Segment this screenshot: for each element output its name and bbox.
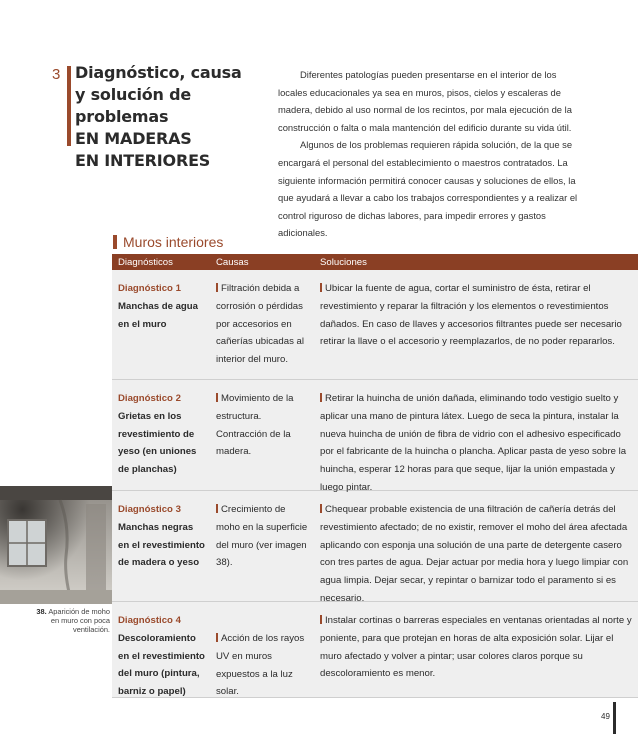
solution-cell [314, 602, 638, 697]
intro-paragraph-1: Diferentes patologías pueden presentarse en el interior de los locales educacionales ya sea en muros, pisos, cielos y escaleras de madera, debido al uso normal de los recintos, por mala ejecución de la construcción o falta o mala mantención del edificio durante su vida útil. [278, 69, 572, 133]
bullet-mark [216, 283, 218, 292]
bullet-mark [320, 283, 322, 292]
cause-cell [210, 491, 314, 601]
section-number: 3 [52, 66, 61, 83]
diagnosis-text: Grietas en los revestimiento de yeso (en uniones de planchas) [118, 410, 197, 476]
bullet-mark [216, 393, 218, 402]
caption-text: Aparición de moho en muro con poca ventilación. [48, 607, 110, 634]
title-line-4: EN INTERIORES [75, 151, 211, 170]
diagnosis-cell [112, 380, 210, 490]
solution-cell [314, 270, 638, 379]
bullet-mark [320, 504, 322, 513]
diagnostics-table [112, 254, 638, 698]
solution-text: Instalar cortinas o barreras especiales en ventanas orientadas al norte y poniente, para que protejan en horas de alta exposición solar. Lijar el muro afectado y volver a pintar; usar colores claros porque su descoloramiento es menor. [320, 615, 632, 680]
page-number: 49 [601, 712, 610, 721]
page-number-bar [613, 702, 616, 734]
heading-accent-bar [113, 235, 117, 249]
diagnosis-label: Diagnóstico 3 [118, 504, 181, 515]
title-line-3: EN MADERAS [75, 129, 192, 148]
table-row [112, 380, 638, 491]
solution-cell [314, 380, 638, 493]
diagnosis-label: Diagnóstico 2 [118, 393, 181, 404]
solution-text: Retirar la huincha de unión dañada, eliminando todo vestigio suelto y aplicar una mano de pintura látex. Luego de seca la pintura, instalar la nueva huincha de unión de fibra de vidrio con el adhesivo especificado por el fabricante de la huincha o plancha. Aplicar pasta de yeso sobre la huincha, esperar 12 horas para que seque, lijar la unión empastada y luego pintar. [320, 393, 627, 493]
caption-number: 38. [36, 607, 47, 616]
bullet-mark [216, 504, 218, 513]
solution-text: Chequear probable existencia de una filtración de cañería detrás del revestimiento afectado; de no existir, remover el moho del área afectada aplicando con esponja una solución de una parte de detergente casero con tres partes de agua. Dejar actuar por media hora y luego limpiar con agua limpia. Dejar secar, y repintar o barnizar todo el paramento si es necesario. [320, 504, 629, 604]
mold-wall-image [0, 486, 112, 604]
solution-text: Ubicar la fuente de agua, cortar el suministro de ésta, retirar el revestimiento y reparar la filtración y los elementos o revestimientos dañados. En caso de llaves y accesorios filtrantes puede ser necesario retirar la llave o el accesorio y reemplazarlos, de no poder repararlos. [320, 283, 622, 348]
table-row [112, 491, 638, 602]
table-row [112, 270, 638, 380]
photo-caption [30, 607, 110, 634]
title-line-1: Diagnóstico, causa [75, 63, 242, 82]
intro-paragraph-2: Algunos de los problemas requieren rápida solución, de la que se encargará el personal del establecimiento o maestros contratados. La siguiente información permitirá conocer causas y soluciones de ellos, la que ayudará a llevar a cabo los trabajos correspondientes y a realizar el control riguroso de dichas labores, para impedir errores y gastos adicionales. [278, 139, 578, 239]
table-header [112, 254, 638, 270]
header-soluciones: Soluciones [320, 256, 367, 268]
section-heading [113, 234, 223, 250]
diagnosis-label: Diagnóstico 1 [118, 283, 181, 294]
page-title [75, 62, 275, 172]
title-accent-bar [67, 66, 71, 146]
cause-text: Movimiento de la estructura. Contracción de la madera. [216, 393, 294, 458]
diagnosis-cell [112, 270, 210, 379]
header-diagnosticos: Diagnósticos [118, 256, 173, 268]
diagnosis-label: Diagnóstico 4 [118, 615, 181, 626]
diagnosis-cell [112, 602, 210, 697]
title-line-2: y solución de problemas [75, 85, 192, 126]
diagnosis-text: Descoloramiento en el revestimiento del muro (pintura, barniz o papel) [118, 632, 205, 698]
bullet-mark [216, 633, 218, 642]
cause-text: Filtración debida a corrosión o pérdidas por accesorios en cañerías ubicadas al interior del muro. [216, 283, 304, 366]
cause-cell [210, 380, 314, 490]
cause-cell [210, 270, 314, 379]
cause-text: Acción de los rayos UV en muros expuestos a la luz solar. [216, 633, 305, 698]
solution-cell [314, 491, 638, 604]
diagnosis-cell [112, 491, 210, 601]
bullet-mark [320, 615, 322, 624]
diagnosis-text: Manchas negras en el revestimiento de madera o yeso [118, 521, 205, 569]
diagnosis-text: Manchas de agua en el muro [118, 300, 198, 330]
cause-cell [210, 602, 314, 697]
intro-text [278, 66, 578, 242]
header-causas: Causas [216, 256, 249, 268]
mold-wall-photo [0, 486, 112, 604]
table-row [112, 602, 638, 698]
cause-text: Crecimiento de moho en la superficie del muro (ver imagen 38). [216, 504, 308, 569]
section-heading-text: Muros interiores [123, 234, 224, 250]
bullet-mark [320, 393, 322, 402]
